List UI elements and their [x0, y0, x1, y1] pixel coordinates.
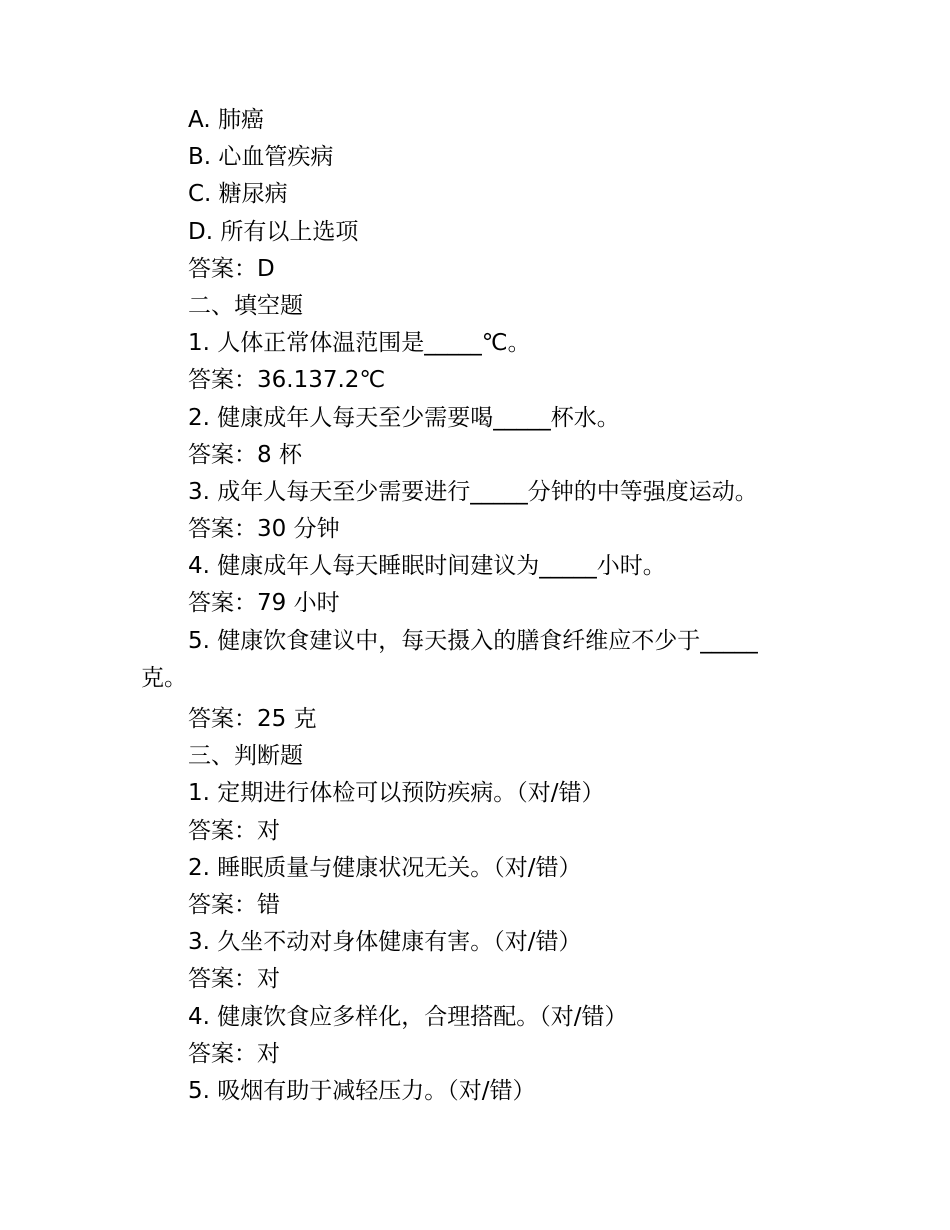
- answer-line: 答案：D: [188, 255, 275, 282]
- answer-line: 答案：对: [188, 1040, 280, 1067]
- question-line: 2. 睡眠质量与健康状况无关。（对/错）: [188, 854, 582, 881]
- question-line: 2. 健康成年人每天至少需要喝_____杯水。: [188, 404, 620, 431]
- question-line: 4. 健康成年人每天睡眠时间建议为_____小时。: [188, 553, 666, 580]
- option-d: D. 所有以上选项: [188, 218, 359, 245]
- answer-line: 答案：25 克: [188, 706, 317, 733]
- option-b: B. 心血管疾病: [188, 144, 334, 171]
- question-line-wrapped: [141, 623, 801, 697]
- question-line: 4. 健康饮食应多样化，合理搭配。（对/错）: [188, 1003, 628, 1030]
- question-line: 3. 成年人每天至少需要进行_____分钟的中等强度运动。: [188, 478, 758, 505]
- question-line: 3. 久坐不动对身体健康有害。（对/错）: [188, 929, 582, 956]
- section-heading-true-false: 三、判断题: [188, 743, 303, 770]
- option-c: C. 糖尿病: [188, 181, 288, 208]
- document-body: [141, 102, 828, 1110]
- question-line: 5. 吸烟有助于减轻压力。（对/错）: [188, 1077, 536, 1104]
- option-a: A. 肺癌: [188, 107, 264, 133]
- question-text: 5. 健康饮食建议中，每天摄入的膳食纤维应不少于_____克。: [141, 627, 758, 691]
- answer-line: 答案：8 杯: [188, 441, 302, 468]
- section-heading-fill-blank: 二、填空题: [188, 292, 303, 319]
- question-line: 1. 人体正常体温范围是_____℃。: [188, 330, 531, 357]
- question-line: 1. 定期进行体检可以预防疾病。（对/错）: [188, 780, 605, 807]
- answer-line: 答案：错: [188, 891, 280, 918]
- answer-line: 答案：79 小时: [188, 590, 340, 617]
- answer-line: 答案：30 分钟: [188, 516, 340, 543]
- answer-line: 答案：对: [188, 817, 280, 844]
- answer-line: 答案：对: [188, 966, 280, 993]
- answer-line: 答案：36.137.2℃: [188, 367, 386, 394]
